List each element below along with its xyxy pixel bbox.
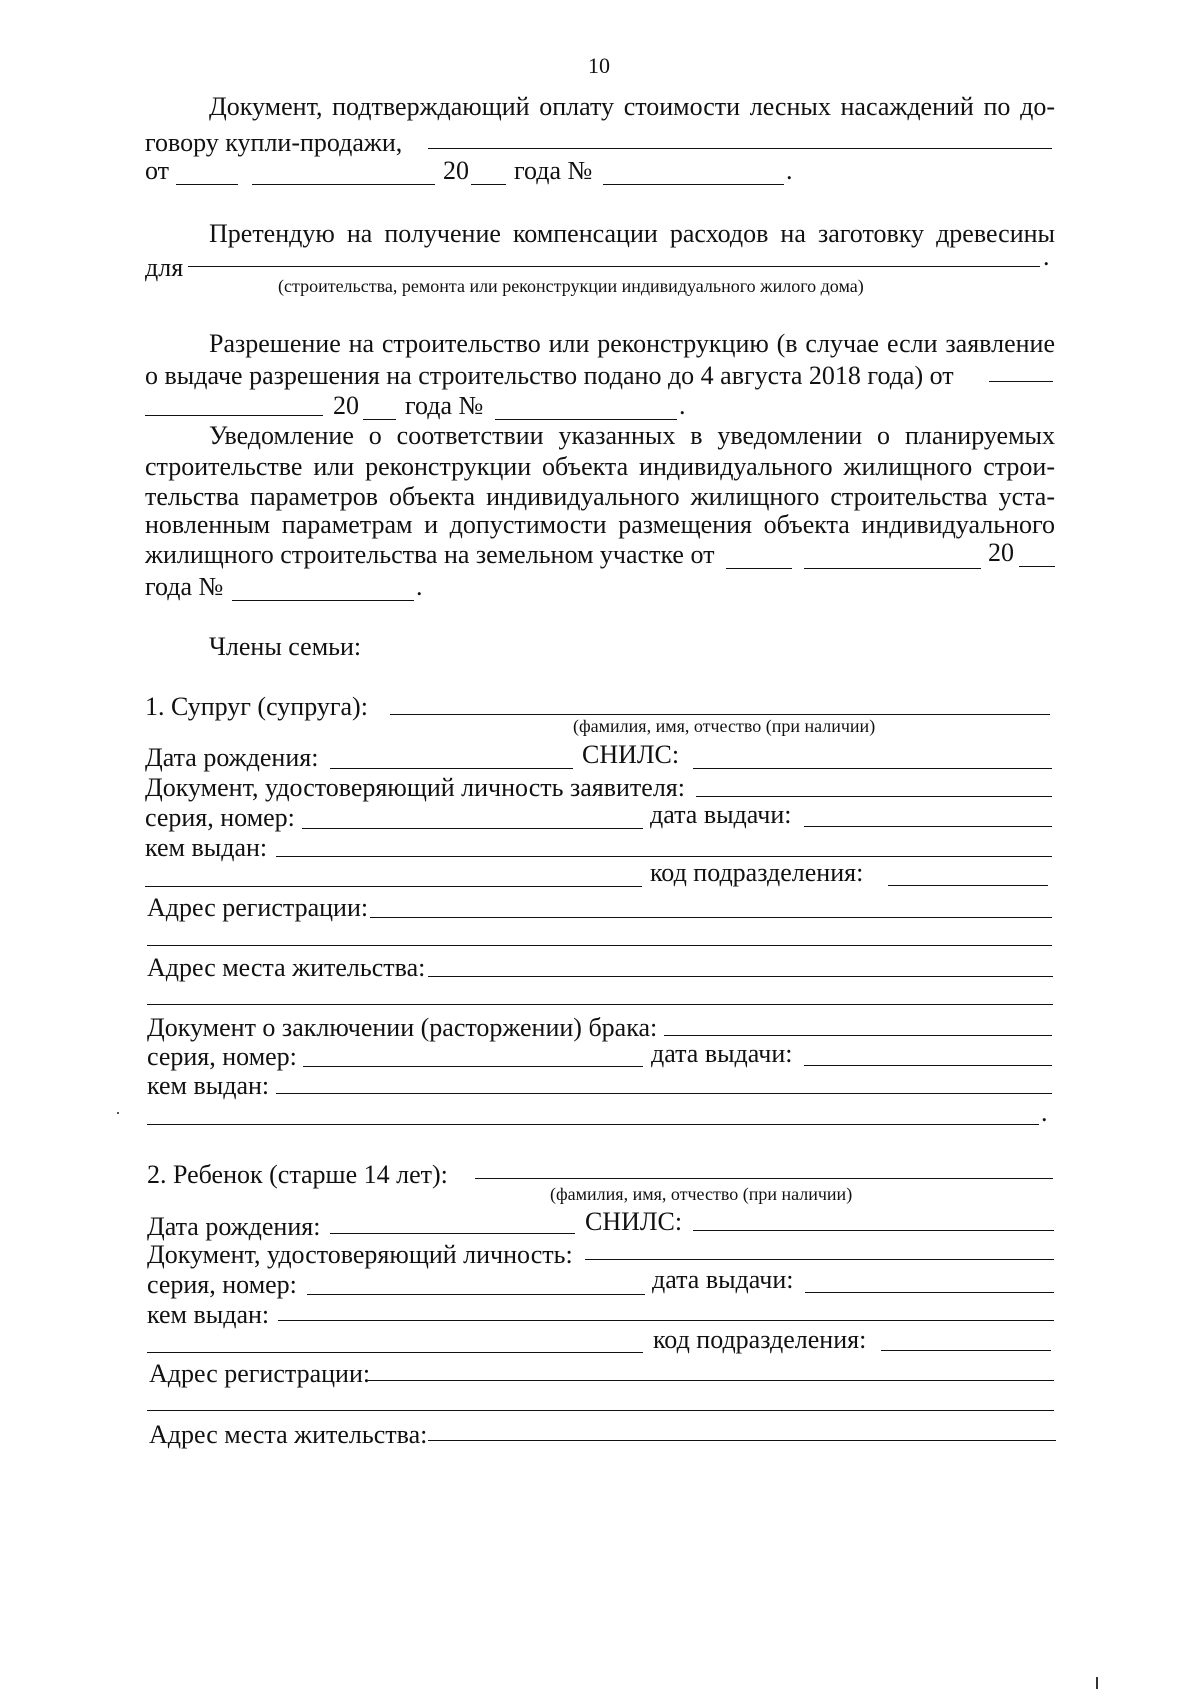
child-birth-field[interactable] [330,1209,575,1234]
child-series-field[interactable] [307,1270,645,1295]
compensation-dlya-label: для [145,253,184,282]
payment-number-field[interactable] [603,160,784,185]
spouse-name-caption: (фамилия, имя, отчество (при наличии) [573,716,876,736]
permit-month-field[interactable] [145,391,323,416]
spouse-reg-address-field[interactable] [370,893,1052,918]
notice-text-line5: жилищного строительства на земельном участке от [145,540,715,569]
spouse-heading: 1. Супруг (супруга): [145,692,368,721]
child-heading: 2. Ребенок (старше 14 лет): [147,1160,448,1189]
spouse-dept-code-label: код подразделения: [650,858,864,887]
spouse-residence-label: Адрес места жительства: [147,953,426,982]
permit-year-suffix: года № [405,391,484,420]
family-title: Члены семьи: [209,632,362,661]
payment-year-field[interactable] [471,160,506,185]
spouse-issue-date-field[interactable] [804,802,1052,827]
permit-number-field[interactable] [495,395,677,420]
notice-text-line3: тельства параметров объекта индивидуального жилищного строительства уста- [145,482,1055,511]
permit-dot: . [679,391,686,420]
child-id-doc-field[interactable] [585,1235,1054,1260]
spouse-id-doc-field[interactable] [696,772,1052,797]
spouse-marriage-series-label: серия, номер: [147,1042,297,1071]
spouse-snils-field[interactable] [693,744,1052,769]
child-id-doc-label: Документ, удостоверяющий личность: [147,1240,573,1269]
spouse-series-label: серия, номер: [145,803,295,832]
spouse-reg-address-field-2[interactable] [147,921,1052,946]
payment-day-field[interactable] [176,160,238,185]
notice-text-line6: года № [145,572,224,601]
compensation-purpose-field[interactable] [188,242,1040,267]
compensation-text-line1: Претендую на получение компенсации расходов на заготовку древесины [209,219,1055,248]
child-issue-date-label: дата выдачи: [652,1265,794,1294]
spouse-birth-label: Дата рождения: [145,743,319,772]
spouse-marriage-issued-by-field-2[interactable] [147,1100,1039,1125]
spouse-marriage-doc-field[interactable] [664,1011,1052,1036]
notice-year-field[interactable] [1019,542,1055,567]
permit-text-line2: о выдаче разрешения на строительство подано до 4 августа 2018 года) от [145,361,954,390]
child-birth-label: Дата рождения: [147,1212,321,1241]
child-residence-field[interactable] [428,1416,1056,1441]
child-issued-by-label: кем выдан: [147,1300,270,1329]
spouse-fullname-field[interactable] [390,690,1050,715]
notice-year-prefix: 20 [988,538,1014,567]
permit-year-field[interactable] [363,395,396,420]
spouse-issue-date-label: дата выдачи: [650,800,792,829]
notice-text-line4: новленным параметрам и допустимости размещения объекта индивидуального [145,510,1055,539]
notice-day-field[interactable] [726,544,792,569]
spouse-issued-by-field-2[interactable] [145,862,642,887]
child-issue-date-field[interactable] [805,1268,1054,1293]
child-dept-code-field[interactable] [881,1326,1051,1351]
spouse-marriage-issue-date-field[interactable] [804,1041,1052,1066]
spouse-reg-address-label: Адрес регистрации: [147,893,369,922]
notice-text-line1: Уведомление о соответствии указанных в уведомлении о планируемых [209,421,1055,450]
notice-month-field[interactable] [804,544,981,569]
payment-dot: . [786,156,793,185]
notice-number-field[interactable] [232,576,414,601]
spouse-dept-code-field[interactable] [888,861,1048,886]
spouse-series-field[interactable] [302,804,643,829]
spouse-marriage-issued-by-field[interactable] [276,1069,1052,1094]
spouse-dot: . [1041,1098,1048,1127]
spouse-birth-field[interactable] [330,744,573,769]
page-number: 10 [588,53,610,78]
permit-year-prefix: 20 [333,391,359,420]
compensation-dot: . [1043,242,1050,271]
child-reg-address-label: Адрес регистрации: [149,1359,371,1388]
child-series-label: серия, номер: [147,1270,297,1299]
spouse-marriage-doc-label: Документ о заключении (расторжении) брака: [147,1013,658,1042]
payment-contract-field[interactable] [428,124,1052,149]
payment-year-suffix: года № [514,156,593,185]
scan-artifact-mark [1096,1677,1098,1689]
payment-text-line2: говору купли-продажи, [145,128,403,157]
scan-artifact-dot [117,1112,119,1114]
spouse-id-doc-label: Документ, удостоверяющий личность заявителя: [145,773,685,802]
spouse-snils-label: СНИЛС: [582,740,680,769]
spouse-marriage-issue-date-label: дата выдачи: [651,1039,793,1068]
child-issued-by-field[interactable] [278,1296,1054,1321]
child-residence-label: Адрес места жительства: [149,1420,428,1449]
notice-dot: . [416,572,423,601]
child-reg-address-field[interactable] [368,1356,1054,1381]
child-dept-code-label: код подразделения: [653,1325,867,1354]
permit-text-line1: Разрешение на строительство или реконструкцию (в случае если заявление [209,329,1055,358]
child-snils-label: СНИЛС: [585,1207,683,1236]
permit-day-field[interactable] [989,357,1053,382]
child-name-caption: (фамилия, имя, отчество (при наличии) [550,1184,853,1204]
spouse-marriage-issued-by-label: кем выдан: [147,1071,270,1100]
payment-year-prefix: 20 [443,156,469,185]
spouse-residence-field-2[interactable] [147,980,1053,1005]
payment-month-field[interactable] [252,160,435,185]
compensation-caption: (строительства, ремонта или реконструкции индивидуального жилого дома) [278,276,864,296]
child-fullname-field[interactable] [475,1154,1053,1179]
spouse-issued-by-label: кем выдан: [145,833,268,862]
spouse-marriage-series-field[interactable] [303,1042,643,1067]
spouse-issued-by-field[interactable] [276,832,1052,857]
child-reg-address-field-2[interactable] [147,1386,1054,1411]
child-snils-field[interactable] [693,1206,1054,1231]
payment-ot-label: от [145,156,170,185]
payment-text-line1: Документ, подтверждающий оплату стоимости лесных насаждений по до- [209,92,1055,121]
notice-text-line2: строительстве или реконструкции объекта индивидуального жилищного строи- [145,452,1055,481]
child-issued-by-field-2[interactable] [147,1328,643,1353]
spouse-residence-field[interactable] [428,952,1053,977]
